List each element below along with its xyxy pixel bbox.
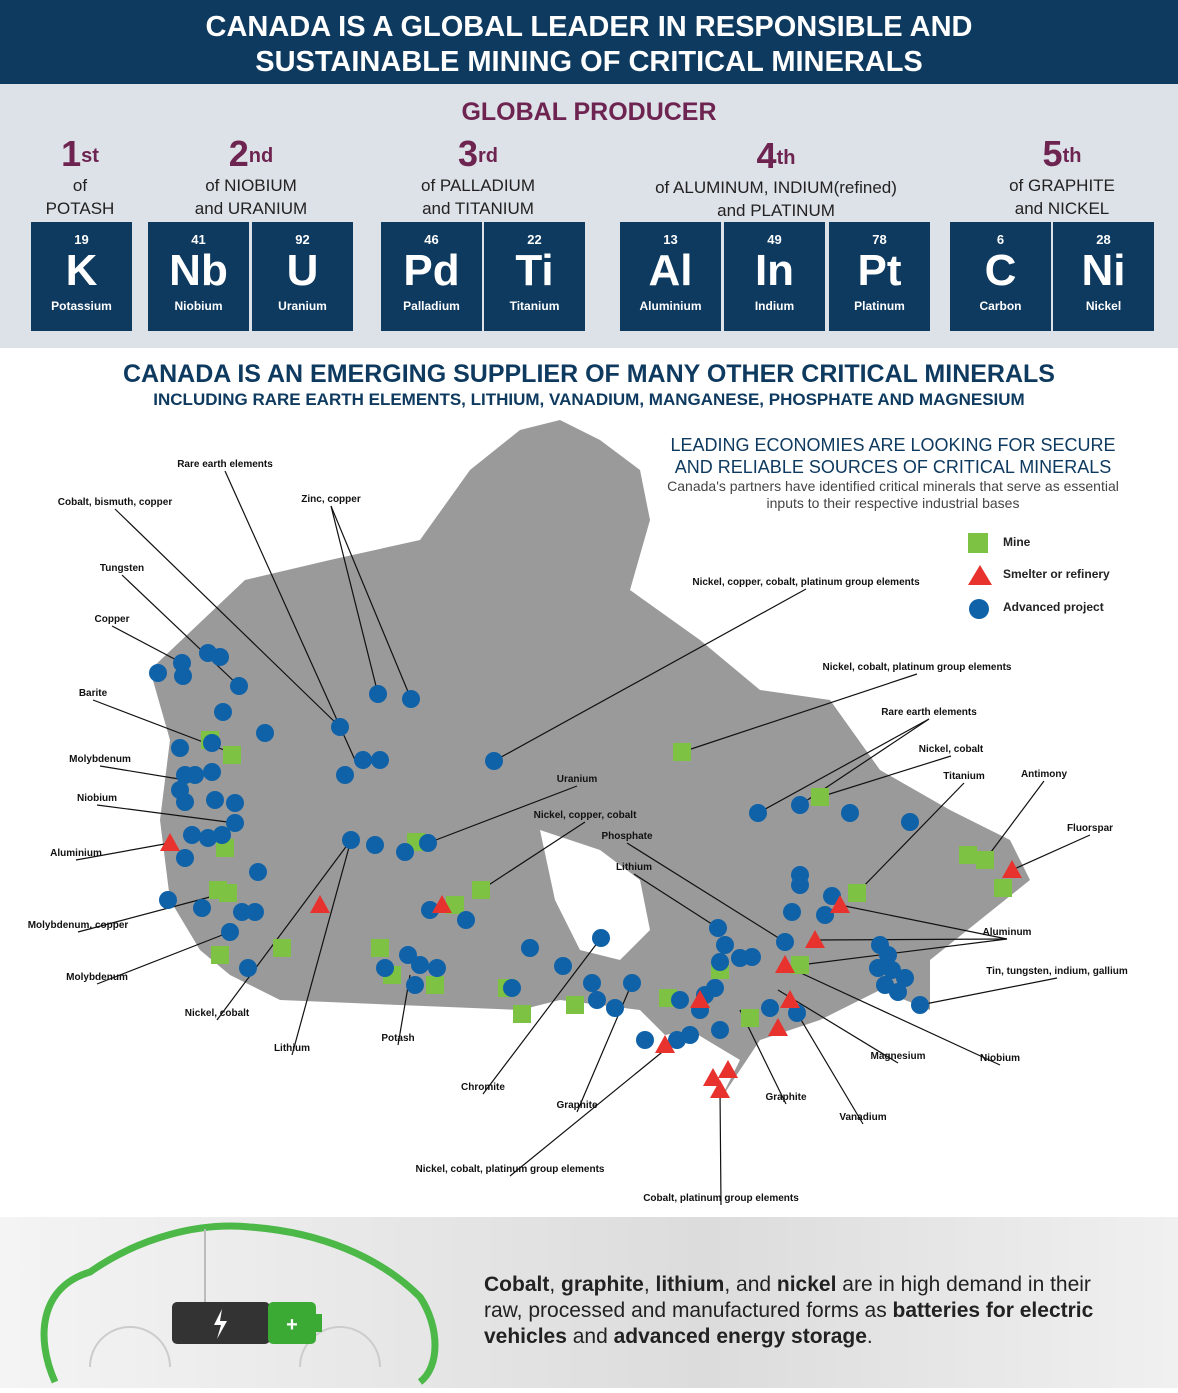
advanced-project-marker xyxy=(706,979,724,997)
map-label: Copper xyxy=(94,614,130,625)
map-label: Fluorspar xyxy=(1066,823,1114,834)
advanced-project-marker xyxy=(783,903,801,921)
advanced-project-marker xyxy=(749,804,767,822)
map-label: Antimony xyxy=(1020,769,1068,780)
leader-line xyxy=(920,978,1057,1005)
header-line-2: SUSTAINABLE MINING OF CRITICAL MINERALS xyxy=(255,46,923,78)
global-producer-section xyxy=(0,84,1178,348)
map-label: Cobalt, bismuth, copper xyxy=(57,497,173,508)
project-circle-icon xyxy=(968,598,990,620)
element-tile-indium: 49 In Indium xyxy=(724,222,825,331)
leading-title: LEADING ECONOMIES ARE LOOKING FOR SECURE AND RELIABLE SOURCES OF CRITICAL MINERALS xyxy=(670,435,1116,477)
rank-2: 2nd of NIOBIUM and URANIUM xyxy=(194,133,308,218)
advanced-project-marker xyxy=(174,667,192,685)
advanced-project-marker xyxy=(406,976,424,994)
element-tile-platinum: 78 Pt Platinum xyxy=(829,222,930,331)
advanced-project-marker xyxy=(193,899,211,917)
map-label: Aluminum xyxy=(982,927,1032,938)
advanced-project-marker xyxy=(503,979,521,997)
advanced-project-marker xyxy=(791,876,809,894)
mine-marker xyxy=(472,881,490,899)
map-label: Chromite xyxy=(461,1082,505,1093)
element-tile-nickel: 28 Ni Nickel xyxy=(1053,222,1154,331)
advanced-project-marker xyxy=(709,919,727,937)
advanced-project-marker xyxy=(211,648,229,666)
map-label: Nickel, cobalt, platinum group elements xyxy=(822,662,1012,673)
mine-marker xyxy=(513,1005,531,1023)
legend-smelter: Smelter or refinery xyxy=(968,565,992,588)
advanced-project-marker xyxy=(342,831,360,849)
svg-text:+: + xyxy=(286,1314,298,1336)
advanced-project-marker xyxy=(743,948,761,966)
mine-marker xyxy=(211,946,229,964)
header-line-1: CANADA IS A GLOBAL LEADER IN RESPONSIBLE AND xyxy=(205,11,973,43)
mine-marker xyxy=(994,879,1012,897)
advanced-project-marker xyxy=(249,863,267,881)
battery-text: Cobalt, graphite, lithium, and nickel are in high demand in their raw, processed and manufactured forms as batteries for electric vehicles and advanced energy storage. xyxy=(484,1273,1094,1348)
advanced-project-marker xyxy=(716,936,734,954)
map-label: Lithium xyxy=(273,1043,311,1054)
map-label: Molybdenum xyxy=(69,754,131,765)
advanced-project-marker xyxy=(889,983,907,1001)
leader-line xyxy=(797,1013,863,1124)
leader-line xyxy=(985,781,1044,860)
advanced-project-marker xyxy=(176,849,194,867)
producer-title: GLOBAL PRODUCER xyxy=(461,98,717,126)
leader-line xyxy=(1012,835,1090,870)
advanced-project-marker xyxy=(457,911,475,929)
map-label: Nickel, copper, cobalt, platinum group elements xyxy=(692,577,920,588)
map-label: Uranium xyxy=(556,774,598,785)
advanced-project-marker xyxy=(366,836,384,854)
advanced-project-marker xyxy=(521,939,539,957)
mine-marker xyxy=(741,1009,759,1027)
mine-marker xyxy=(673,743,691,761)
advanced-project-marker xyxy=(671,991,689,1009)
advanced-project-marker xyxy=(354,751,372,769)
advanced-project-marker xyxy=(331,718,349,736)
advanced-project-marker xyxy=(203,763,221,781)
advanced-project-marker xyxy=(214,703,232,721)
leader-line xyxy=(112,626,182,663)
advanced-project-marker xyxy=(816,906,834,924)
map-label: Molybdenum, copper xyxy=(27,920,129,931)
element-tile-potassium: 19 K Potassium xyxy=(31,222,132,331)
rank-5: 5th of GRAPHITE and NICKEL xyxy=(1009,133,1115,218)
smelter-triangle-icon xyxy=(968,565,992,585)
rank-3: 3rd of PALLADIUM and TITANIUM xyxy=(420,133,535,218)
advanced-project-marker xyxy=(176,793,194,811)
map-label: Rare earth elements xyxy=(881,707,977,718)
map-label: Graphite xyxy=(556,1100,598,1111)
advanced-project-marker xyxy=(681,1026,699,1044)
map-label: Niobium xyxy=(77,793,117,804)
mine-square-icon xyxy=(968,533,990,553)
emerging-subtitle: INCLUDING RARE EARTH ELEMENTS, LITHIUM, VANADIUM, MANGANESE, PHOSPHATE AND MAGNESIUM xyxy=(153,390,1025,409)
map-label: Nickel, cobalt xyxy=(184,1008,250,1019)
map-label: Titanium xyxy=(943,771,985,782)
advanced-project-marker xyxy=(583,974,601,992)
advanced-project-marker xyxy=(588,991,606,1009)
advanced-project-marker xyxy=(376,959,394,977)
map-label: Vanadium xyxy=(839,1112,887,1123)
map-label: Nickel, copper, cobalt xyxy=(533,810,637,821)
mine-marker xyxy=(371,939,389,957)
advanced-project-marker xyxy=(623,974,641,992)
advanced-project-marker xyxy=(592,929,610,947)
map-label: Nickel, cobalt xyxy=(918,744,984,755)
rank-4: 4th of ALUMINUM, INDIUM(refined) and PLATINUM xyxy=(655,135,897,220)
advanced-project-marker xyxy=(221,923,239,941)
advanced-project-marker xyxy=(841,804,859,822)
rank-1: 1st of POTASH xyxy=(45,133,115,218)
advanced-project-marker xyxy=(230,677,248,695)
emerging-title: CANADA IS AN EMERGING SUPPLIER OF MANY OTHER CRITICAL MINERALS xyxy=(123,360,1055,388)
leading-text: Canada's partners have identified critical minerals that serve as essential inputs to their respective industrial bases xyxy=(667,478,1119,511)
advanced-project-marker xyxy=(711,1021,729,1039)
advanced-project-marker xyxy=(776,933,794,951)
mine-marker xyxy=(976,851,994,869)
map-label: Nickel, cobalt, platinum group elements xyxy=(415,1164,605,1175)
advanced-project-marker xyxy=(761,999,779,1017)
advanced-project-marker xyxy=(901,813,919,831)
map-label: Phosphate xyxy=(601,831,653,842)
mine-marker xyxy=(848,884,866,902)
mine-marker xyxy=(223,746,241,764)
advanced-project-marker xyxy=(159,891,177,909)
advanced-project-marker xyxy=(256,724,274,742)
mine-marker xyxy=(566,996,584,1014)
advanced-project-marker xyxy=(428,959,446,977)
mine-marker xyxy=(273,939,291,957)
advanced-project-marker xyxy=(396,843,414,861)
map-label: Tungsten xyxy=(99,563,145,574)
element-tile-titanium: 22 Ti Titanium xyxy=(484,222,585,331)
advanced-project-marker xyxy=(206,791,224,809)
advanced-project-marker xyxy=(911,996,929,1014)
legend-project: Advanced project xyxy=(968,598,990,623)
map-label: Molybdenum xyxy=(66,972,128,983)
advanced-project-marker xyxy=(246,903,264,921)
advanced-project-marker xyxy=(336,766,354,784)
mine-marker xyxy=(426,976,444,994)
advanced-project-marker xyxy=(149,664,167,682)
element-tile-aluminium: 13 Al Aluminium xyxy=(620,222,721,331)
advanced-project-marker xyxy=(419,834,437,852)
map-label: Lithium xyxy=(615,862,653,873)
mine-marker xyxy=(811,788,829,806)
advanced-project-marker xyxy=(402,690,420,708)
advanced-project-marker xyxy=(186,766,204,784)
map-label: Tin, tungsten, indium, gallium xyxy=(986,966,1128,977)
map-label: Cobalt, platinum group elements xyxy=(643,1193,799,1204)
advanced-project-marker xyxy=(171,739,189,757)
map-label: Rare earth elements xyxy=(177,459,273,470)
element-tile-carbon: 6 C Carbon xyxy=(950,222,1051,331)
advanced-project-marker xyxy=(213,826,231,844)
map-label: Aluminium xyxy=(50,848,102,859)
map-label: Magnesium xyxy=(870,1051,926,1062)
leader-line xyxy=(720,1090,721,1205)
element-tile-niobium: 41 Nb Niobium xyxy=(148,222,249,331)
map-label: Barite xyxy=(78,688,108,699)
advanced-project-marker xyxy=(183,826,201,844)
map-label: Graphite xyxy=(765,1092,807,1103)
mine-marker xyxy=(959,846,977,864)
electric-car-icon xyxy=(0,1217,470,1388)
advanced-project-marker xyxy=(226,794,244,812)
advanced-project-marker xyxy=(369,685,387,703)
map-label: Zinc, copper xyxy=(301,494,361,505)
advanced-project-marker xyxy=(636,1031,654,1049)
element-tile-uranium: 92 U Uranium xyxy=(252,222,353,331)
advanced-project-marker xyxy=(606,999,624,1017)
mine-marker xyxy=(219,884,237,902)
map-label: Potash xyxy=(381,1033,415,1044)
advanced-project-marker xyxy=(239,959,257,977)
legend-mine: Mine xyxy=(968,533,990,556)
advanced-project-marker xyxy=(371,751,389,769)
advanced-project-marker xyxy=(554,957,572,975)
map-label: Niobium xyxy=(980,1053,1020,1064)
advanced-project-marker xyxy=(485,752,503,770)
advanced-project-marker xyxy=(791,796,809,814)
advanced-project-marker xyxy=(711,953,729,971)
advanced-project-marker xyxy=(411,956,429,974)
main-header xyxy=(0,0,1178,84)
element-tile-palladium: 46 Pd Palladium xyxy=(381,222,482,331)
advanced-project-marker xyxy=(203,734,221,752)
